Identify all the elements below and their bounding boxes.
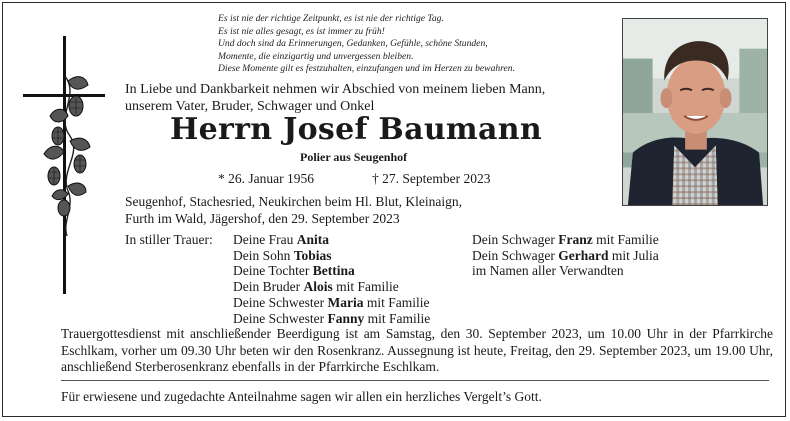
poem-line: Und doch sind da Erinnerungen, Gedanken, Gefühle, schöne Stunden, xyxy=(218,38,488,50)
portrait-photo xyxy=(622,18,768,206)
deceased-role: Polier aus Seugenhof xyxy=(300,150,408,164)
mourners-column-2 xyxy=(472,232,659,279)
birth-date: * 26. Januar 1956 xyxy=(218,171,314,186)
place-date xyxy=(125,194,462,227)
poem-line: Momente, die einzigartig und unvergessen bleiben. xyxy=(218,50,414,62)
mourner-entry: Deine Frau Anita xyxy=(233,232,329,247)
mourner-entry: Dein Schwager Gerhard mit Julia xyxy=(472,247,659,263)
mourners-label: In stiller Trauer: xyxy=(125,232,213,247)
mourner-entry: im Namen aller Verwandten xyxy=(472,263,624,279)
mourner-entry: Dein Schwager Franz mit Familie xyxy=(472,232,659,247)
poem xyxy=(218,13,618,76)
divider xyxy=(61,380,769,381)
intro-text xyxy=(125,82,545,115)
intro-line: In Liebe und Dankbarkeit nehmen wir Abschied von meinem lieben Mann, xyxy=(125,82,546,97)
poem-line: Es ist nie alles gesagt, es ist immer zu früh! xyxy=(218,25,385,37)
mourner-entry: Dein Bruder Alois mit Familie xyxy=(233,279,399,295)
mourner-entry: Deine Schwester Fanny mit Familie xyxy=(233,310,431,326)
poem-line: Diese Momente gilt es festzuhalten, einzufangen und im Herzen zu bewahren. xyxy=(218,63,516,75)
mourner-entry: Deine Tochter Bettina xyxy=(233,263,355,279)
cross-icon xyxy=(20,36,130,296)
place-line: Furth im Wald, Jägershof, den 29. September 2023 xyxy=(125,210,400,226)
thanks-text: Für erwiesene und zugedachte Anteilnahme sagen wir allen ein herzliches Vergelt’s Gott. xyxy=(61,389,542,404)
mourner-entry: Deine Schwester Maria mit Familie xyxy=(233,294,430,310)
place-line: Seugenhof, Stachesried, Neukirchen beim Hl. Blut, Kleinaign, xyxy=(125,194,463,209)
death-date: † 27. September 2023 xyxy=(372,171,491,186)
service-info: Trauergottesdienst mit anschließender Beerdigung ist am Samstag, den 30. September 2023, um 10.00 Uhr in der Pfarrkirche Eschlkam, vorher um 09.30 Uhr beten wir den Rosenkranz. Aussegnung ist heute, Freitag, den 29. September 2023, um 19.00 Uhr, anschließend Sterberosenkranz ebenfalls in der Pfarrkirche Eschlkam. xyxy=(61,326,773,374)
mourners-column-1 xyxy=(233,232,430,326)
mourner-entry: Dein Sohn Tobias xyxy=(233,247,332,263)
poem-line: Es ist nie der richtige Zeitpunkt, es ist nie der richtige Tag. xyxy=(218,13,444,24)
intro-line: unserem Vater, Bruder, Schwager und Onkel xyxy=(125,98,375,114)
deceased-name: Herrn Josef Baumann xyxy=(170,112,542,147)
